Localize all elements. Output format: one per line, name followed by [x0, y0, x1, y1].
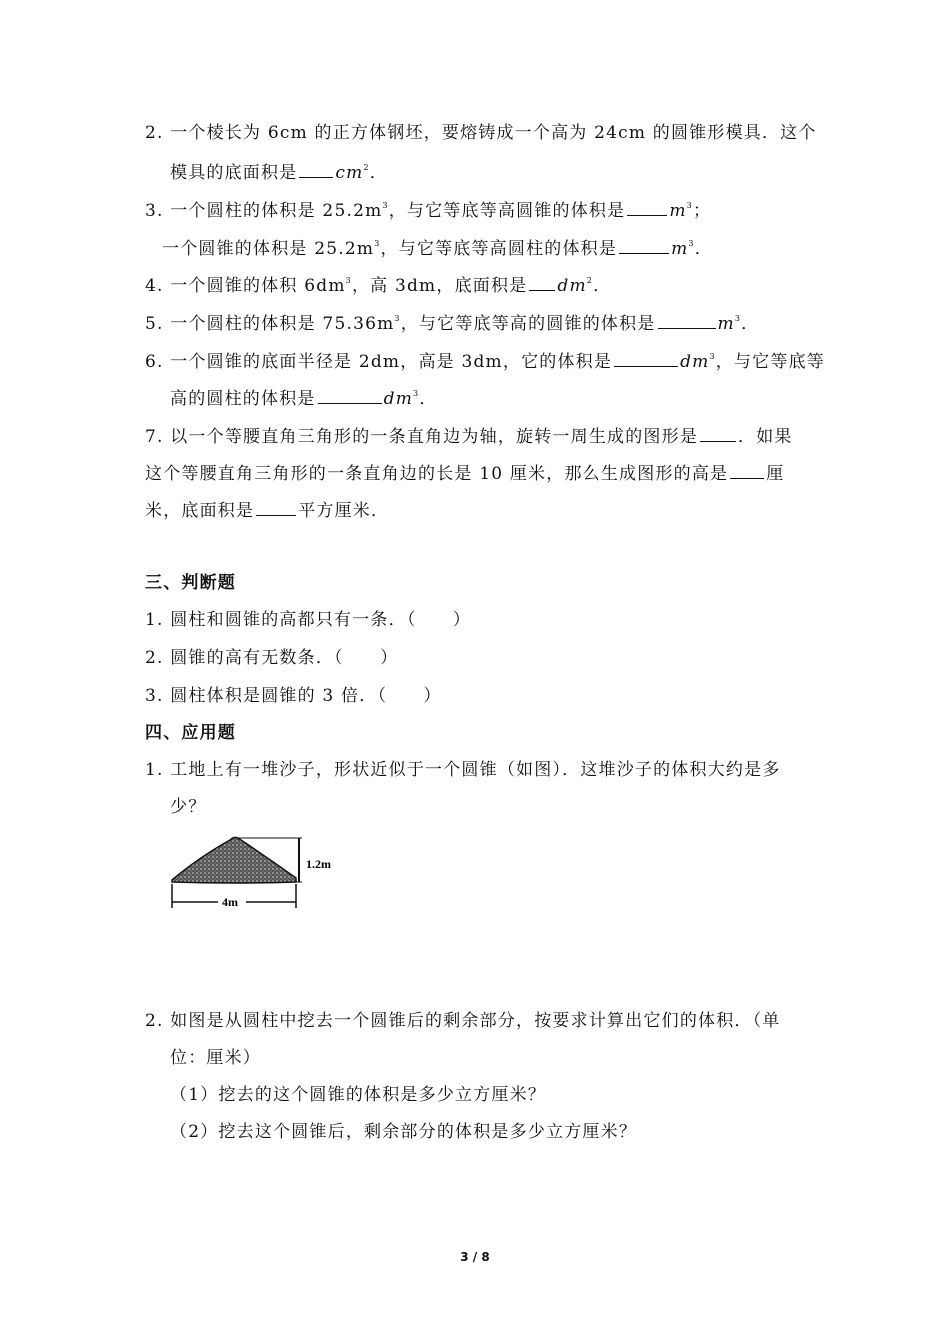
- judgement-item: 1. 圆柱和圆锥的高都只有一条．（ ）: [145, 610, 472, 630]
- application-q1-line-1: 1. 工地上有一堆沙子，形状近似于一个圆锥（如图）．这堆沙子的体积大约是多: [145, 760, 781, 780]
- exponent: 3: [413, 389, 420, 398]
- judgement-item: 2. 圆锥的高有无数条．（ ）: [145, 648, 399, 668]
- question-6-line-2: [170, 386, 438, 410]
- answer-blank[interactable]: [529, 273, 555, 291]
- answer-blank[interactable]: [614, 349, 678, 367]
- answer-blank[interactable]: [299, 160, 333, 178]
- question-7-line-1: [145, 424, 793, 448]
- question-4-text-mid: ，高 3dm，底面积是: [351, 276, 528, 296]
- unit: m: [671, 239, 689, 259]
- question-7-text-3-end: 平方厘米．: [298, 501, 390, 521]
- page-number: 3 / 8: [460, 1250, 490, 1264]
- unit: dm: [383, 389, 414, 409]
- punct: ．: [593, 276, 612, 296]
- exponent: 2: [363, 163, 370, 172]
- question-2-line-1: [145, 122, 817, 144]
- exponent: 3: [345, 276, 352, 285]
- question-7-text-3: 米，底面积是: [145, 501, 255, 521]
- question-5-text: 5. 一个圆柱的体积是 75.36m: [145, 314, 395, 334]
- unit: m: [669, 201, 687, 221]
- question-2-text: 2. 一个棱长为 6cm 的正方体钢坯，要熔铸成一个高为 24cm 的圆锥形模具．这个: [145, 123, 817, 143]
- answer-blank[interactable]: [318, 386, 382, 404]
- answer-blank[interactable]: [627, 198, 667, 216]
- unit: cm: [335, 163, 364, 183]
- answer-blank[interactable]: [730, 461, 764, 479]
- question-2-text-2: 模具的底面积是: [170, 163, 298, 183]
- exponent: 2: [586, 276, 594, 285]
- exponent: 3: [709, 352, 716, 361]
- application-q2-sub-1: （1）挖去的这个圆锥的体积是多少立方厘米？: [170, 1085, 547, 1105]
- question-7-line-3: [145, 498, 389, 522]
- question-3-text: 3. 一个圆柱的体积是 25.2m: [145, 201, 383, 221]
- punct: ．: [694, 239, 713, 259]
- punct: ；: [692, 201, 712, 221]
- question-3-text-2: 一个圆锥的体积是 25.2m: [162, 239, 375, 259]
- question-3-line-2: [162, 236, 713, 260]
- exponent: 3: [688, 239, 695, 248]
- sand-pile-figure: [168, 828, 348, 912]
- answer-blank[interactable]: [700, 424, 736, 442]
- question-5-text-mid: ，与它等底等高的圆锥的体积是: [400, 314, 656, 334]
- question-4-line: [145, 273, 611, 297]
- question-7-text-end: ．如果: [738, 427, 793, 447]
- width-label: 4m: [222, 895, 238, 909]
- question-3-text-mid: ，与它等底等高圆锥的体积是: [388, 201, 626, 221]
- height-label: 1.2m: [306, 857, 331, 871]
- question-6-text-2: 高的圆柱的体积是: [170, 389, 316, 409]
- judgement-item: 3. 圆柱体积是圆锥的 3 倍．（ ）: [145, 686, 442, 706]
- unit: dm: [680, 352, 710, 372]
- question-6-text: 6. 一个圆锥的底面半径是 2dm，高是 3dm，它的体积是: [145, 352, 613, 372]
- exponent: 3: [734, 314, 742, 323]
- unit: m: [717, 314, 735, 334]
- application-q2-line-2: 位：厘米）: [170, 1048, 261, 1068]
- question-7-text: 7. 以一个等腰直角三角形的一条直角边为轴，旋转一周生成的图形是: [145, 427, 699, 447]
- unit: dm: [557, 276, 587, 296]
- question-7-text-2-end: 厘: [766, 464, 785, 484]
- exponent: 3: [394, 314, 401, 323]
- question-7-text-2: 这个等腰直角三角形的一条直角边的长是 10 厘米，那么生成图形的高是: [145, 464, 729, 484]
- question-7-line-2: [145, 461, 784, 485]
- question-6-line-1: [145, 349, 825, 373]
- punct: ．: [369, 163, 388, 183]
- section-application-title: 四、应用题: [145, 723, 236, 743]
- question-3-text-2-mid: ，与它等底等高圆柱的体积是: [380, 239, 618, 259]
- sand-pile-shape: [172, 837, 296, 883]
- question-5-line: [145, 311, 759, 335]
- punct: ．: [419, 389, 438, 409]
- punct: ．: [741, 314, 760, 334]
- question-2-line-2: [170, 160, 388, 184]
- answer-blank[interactable]: [256, 498, 296, 516]
- question-4-text: 4. 一个圆锥的体积 6dm: [145, 276, 346, 296]
- application-q2-line-1: 2. 如图是从圆柱中挖去一个圆锥后的剩余部分，按要求计算出它们的体积．（单: [145, 1011, 781, 1031]
- exponent: 3: [382, 201, 389, 210]
- answer-blank[interactable]: [619, 236, 669, 254]
- question-3-line-1: [145, 198, 711, 222]
- section-judgement-title: 三、判断题: [145, 573, 236, 593]
- exponent: 3: [374, 239, 381, 248]
- application-q1-line-2: 少？: [170, 797, 207, 817]
- question-6-text-mid: ，与它等底等: [715, 352, 825, 372]
- exponent: 3: [686, 201, 693, 210]
- answer-blank[interactable]: [658, 311, 716, 329]
- application-q2-sub-2: （2）挖去这个圆锥后，剩余部分的体积是多少立方厘米？: [170, 1122, 638, 1142]
